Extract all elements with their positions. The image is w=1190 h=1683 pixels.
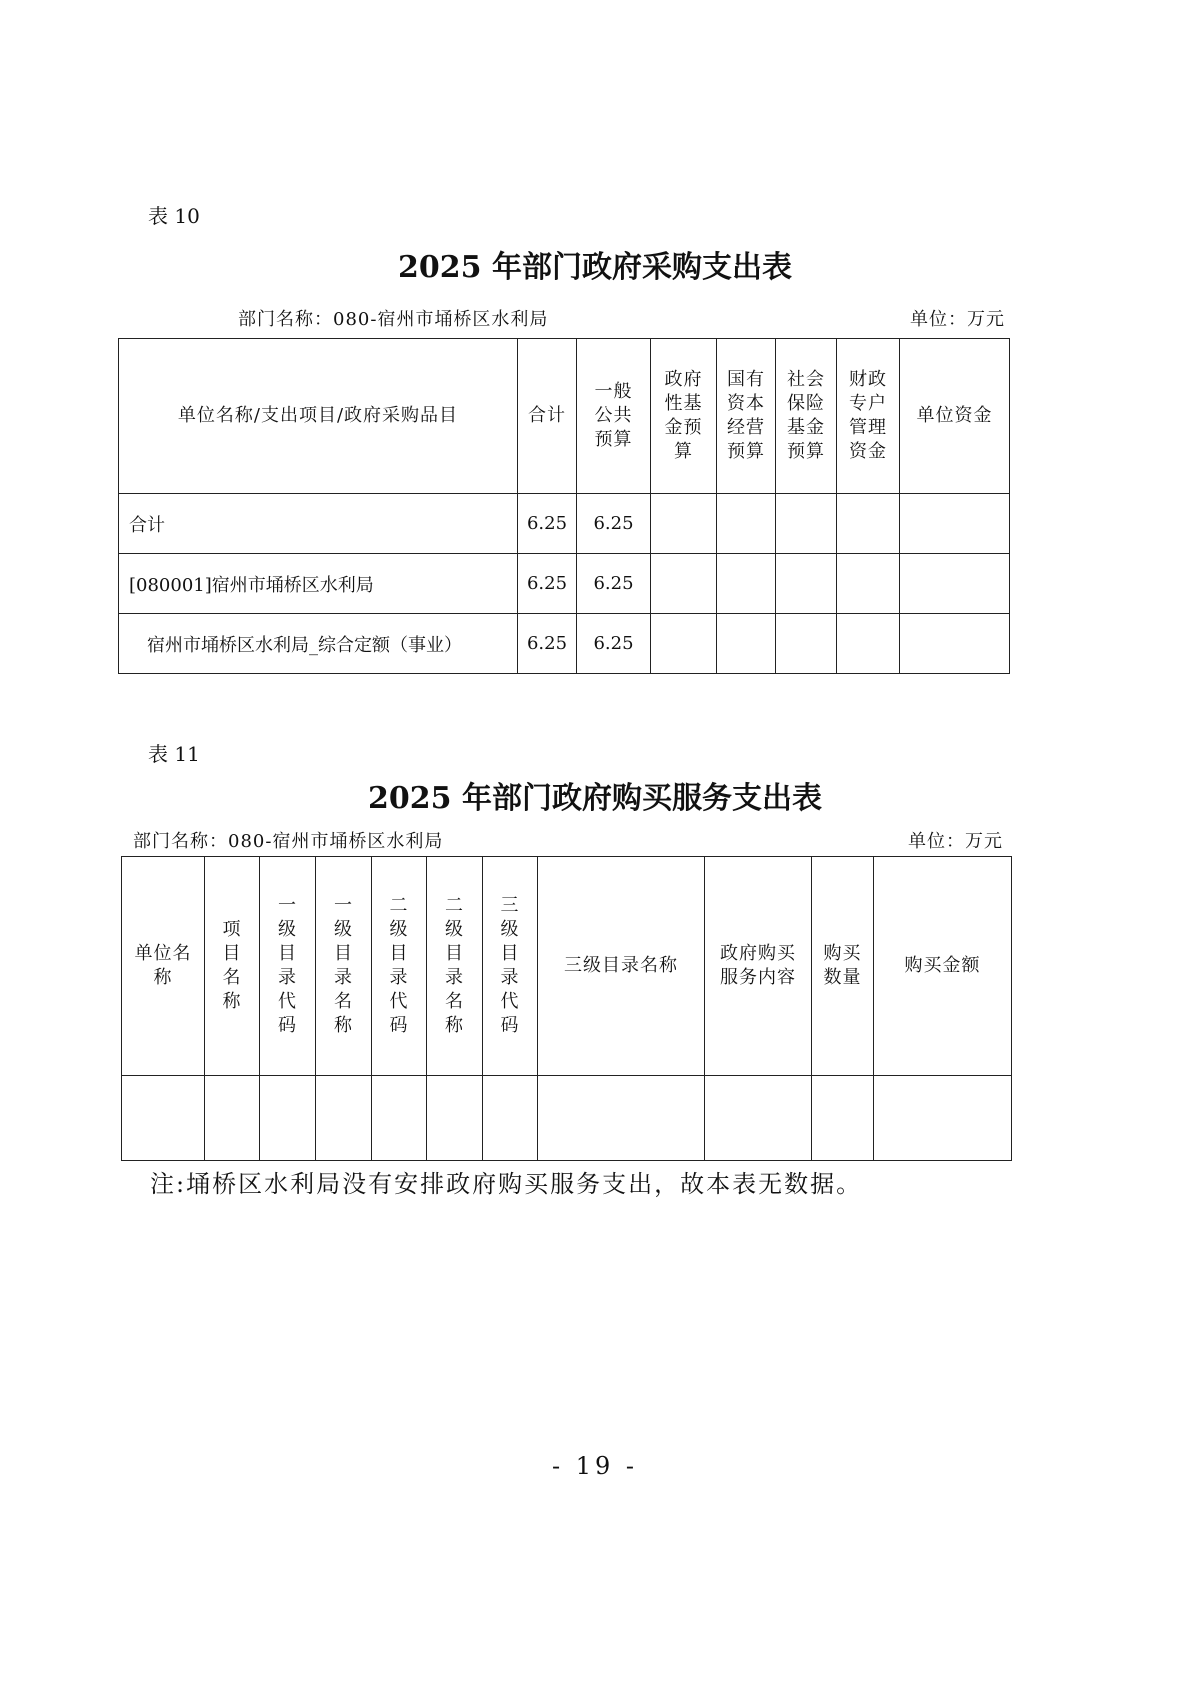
- table11-header-line: 级: [278, 919, 297, 940]
- table10-header-line: 社会: [787, 369, 825, 390]
- row-general-budget: 6.25: [577, 614, 651, 674]
- table11-header-line: 服务内容: [720, 967, 796, 988]
- table11-header-line: 称: [222, 991, 242, 1012]
- table11-header-6: [483, 857, 538, 1076]
- procurement-table: [118, 338, 1010, 674]
- table10-header-line: 预算: [787, 441, 825, 462]
- table11-header-4: [372, 857, 427, 1076]
- table11-header-7: [538, 857, 705, 1076]
- table10-header-line: 一般: [594, 381, 633, 402]
- table11-header-line: 一: [334, 895, 353, 916]
- table10-header-line: 专户: [849, 393, 887, 414]
- table-row: [119, 494, 1010, 554]
- table10-header-line: 财政: [849, 369, 887, 390]
- table11-header-line: 码: [278, 1015, 297, 1036]
- table11-header-line: 录: [334, 967, 353, 988]
- empty-cell: [717, 554, 776, 614]
- empty-cell: [538, 1076, 705, 1161]
- table11-header-line: 录: [278, 967, 297, 988]
- empty-cell: [427, 1076, 483, 1161]
- table10-header-line: 预算: [727, 441, 765, 462]
- table10-header-line: 国有: [727, 369, 765, 390]
- table11-empty-row: [122, 1076, 1012, 1161]
- table11-header-line: 一: [278, 895, 297, 916]
- empty-cell: [776, 614, 837, 674]
- row-total: 6.25: [518, 554, 577, 614]
- empty-cell: [900, 554, 1010, 614]
- table11-header-2: [260, 857, 316, 1076]
- row-name: [080001]宿州市埇桥区水利局: [119, 554, 518, 614]
- table11-label: 表 11: [148, 742, 200, 766]
- table10-header-line: 基金: [787, 417, 825, 438]
- empty-cell: [717, 614, 776, 674]
- table11-header-line: 购买: [823, 943, 862, 964]
- empty-cell: [122, 1076, 205, 1161]
- table11-unit: 单位：万元: [908, 831, 1003, 852]
- table11-dept: 部门名称：080-宿州市埇桥区水利局: [133, 831, 444, 852]
- table11-header-line: 代: [278, 991, 297, 1012]
- table11-header-line: 单位名: [134, 943, 192, 964]
- table11-header-9: [812, 857, 874, 1076]
- row-general-budget: 6.25: [577, 494, 651, 554]
- table11-header-0: [122, 857, 205, 1076]
- empty-cell: [651, 494, 717, 554]
- table11-header-line: 录: [445, 967, 464, 988]
- empty-cell: [260, 1076, 316, 1161]
- table11-header-line: 目: [222, 943, 242, 964]
- table11-header-line: 目: [445, 943, 464, 964]
- table10-label: 表 10: [148, 204, 200, 228]
- empty-cell: [900, 494, 1010, 554]
- table10-header-line: 经营: [727, 417, 765, 438]
- table11-header-line: 名: [334, 991, 353, 1012]
- table10-header-line: 单位资金: [916, 405, 993, 426]
- table11-header-line: 二: [445, 895, 464, 916]
- table11-header-line: 购买金额: [904, 955, 981, 976]
- table10-header-line: 公共: [594, 405, 633, 426]
- table11-header-line: 名: [445, 991, 464, 1012]
- table10-header-line: 合计: [528, 405, 566, 426]
- table10-header-line: 金预: [664, 417, 703, 438]
- table11-header-line: 称: [334, 1015, 353, 1036]
- table10-unit: 单位：万元: [910, 309, 1005, 330]
- row-name: 合计: [119, 494, 518, 554]
- table11-header-line: 三: [500, 895, 520, 916]
- table11-header-line: 项: [222, 919, 242, 940]
- table11-header-line: 码: [389, 1015, 409, 1036]
- table11-header-line: 级: [500, 919, 520, 940]
- empty-cell: [837, 494, 900, 554]
- table11-header-line: 目: [278, 943, 297, 964]
- table11-header-line: 级: [389, 919, 409, 940]
- table11-header-line: 码: [500, 1015, 520, 1036]
- table11-header-row: [122, 857, 1012, 1076]
- empty-cell: [372, 1076, 427, 1161]
- table10-header-line: 算: [674, 441, 693, 462]
- table11-header-1: [205, 857, 260, 1076]
- table11-header-line: 级: [445, 919, 464, 940]
- table10-header-6: [837, 339, 900, 494]
- table11-header-5: [427, 857, 483, 1076]
- table10-header-line: 资金: [849, 441, 887, 462]
- row-total: 6.25: [518, 614, 577, 674]
- table11-header-line: 录: [500, 967, 520, 988]
- table11-header-10: [874, 857, 1012, 1076]
- empty-cell: [776, 494, 837, 554]
- table10-header-line: 保险: [787, 393, 825, 414]
- row-general-budget: 6.25: [577, 554, 651, 614]
- table10-header-0: [119, 339, 518, 494]
- empty-cell: [651, 554, 717, 614]
- table11-header-line: 称: [445, 1015, 464, 1036]
- table11-header-line: 代: [500, 991, 520, 1012]
- table10-header-3: [651, 339, 717, 494]
- table10-header-line: 政府: [664, 369, 703, 390]
- empty-cell: [483, 1076, 538, 1161]
- table11-header-line: 二: [389, 895, 409, 916]
- table11-header-8: [705, 857, 812, 1076]
- table10-dept: 部门名称：080-宿州市埇桥区水利局: [238, 309, 549, 330]
- empty-cell: [776, 554, 837, 614]
- table11-header-line: 级: [334, 919, 353, 940]
- table11-header-line: 代: [389, 991, 409, 1012]
- table10-header-4: [717, 339, 776, 494]
- row-total: 6.25: [518, 494, 577, 554]
- table11-header-line: 三级目录名称: [564, 955, 678, 976]
- table10-header-line: 资本: [727, 393, 765, 414]
- table10-header-1: [518, 339, 577, 494]
- table11-header-line: 数量: [823, 967, 862, 988]
- table11-header-line: 名: [222, 967, 242, 988]
- service-purchase-table: [121, 856, 1012, 1161]
- table-row: [119, 614, 1010, 674]
- empty-cell: [900, 614, 1010, 674]
- table10-header-line: 性基: [664, 393, 703, 414]
- empty-cell: [812, 1076, 874, 1161]
- table10-header-line: 管理: [849, 417, 887, 438]
- table10-header-2: [577, 339, 651, 494]
- table10-header-5: [776, 339, 837, 494]
- table11-note: 注:埇桥区水利局没有安排政府购买服务支出，故本表无数据。: [150, 1170, 863, 1198]
- page-number: - 19 -: [551, 1452, 638, 1480]
- table10-header-row: [119, 339, 1010, 494]
- empty-cell: [205, 1076, 260, 1161]
- table10-header-line: 单位名称/支出项目/政府采购品目: [177, 405, 459, 426]
- empty-cell: [316, 1076, 372, 1161]
- table11-header-line: 目: [500, 943, 520, 964]
- table11-title: 2025 年部门政府购买服务支出表: [368, 781, 822, 816]
- table11-header-line: 录: [389, 967, 409, 988]
- row-name: 宿州市埇桥区水利局_综合定额（事业）: [119, 614, 518, 674]
- table11-header-line: 称: [153, 967, 173, 988]
- empty-cell: [651, 614, 717, 674]
- empty-cell: [717, 494, 776, 554]
- empty-cell: [705, 1076, 812, 1161]
- empty-cell: [837, 554, 900, 614]
- table11-header-line: 目: [334, 943, 353, 964]
- table-row: [119, 554, 1010, 614]
- table10-title: 2025 年部门政府采购支出表: [398, 250, 792, 285]
- table10-header-7: [900, 339, 1010, 494]
- empty-cell: [837, 614, 900, 674]
- table10-header-line: 预算: [594, 429, 633, 450]
- table11-header-line: 目: [389, 943, 409, 964]
- table11-header-line: 政府购买: [720, 943, 796, 964]
- table11-header-3: [316, 857, 372, 1076]
- empty-cell: [874, 1076, 1012, 1161]
